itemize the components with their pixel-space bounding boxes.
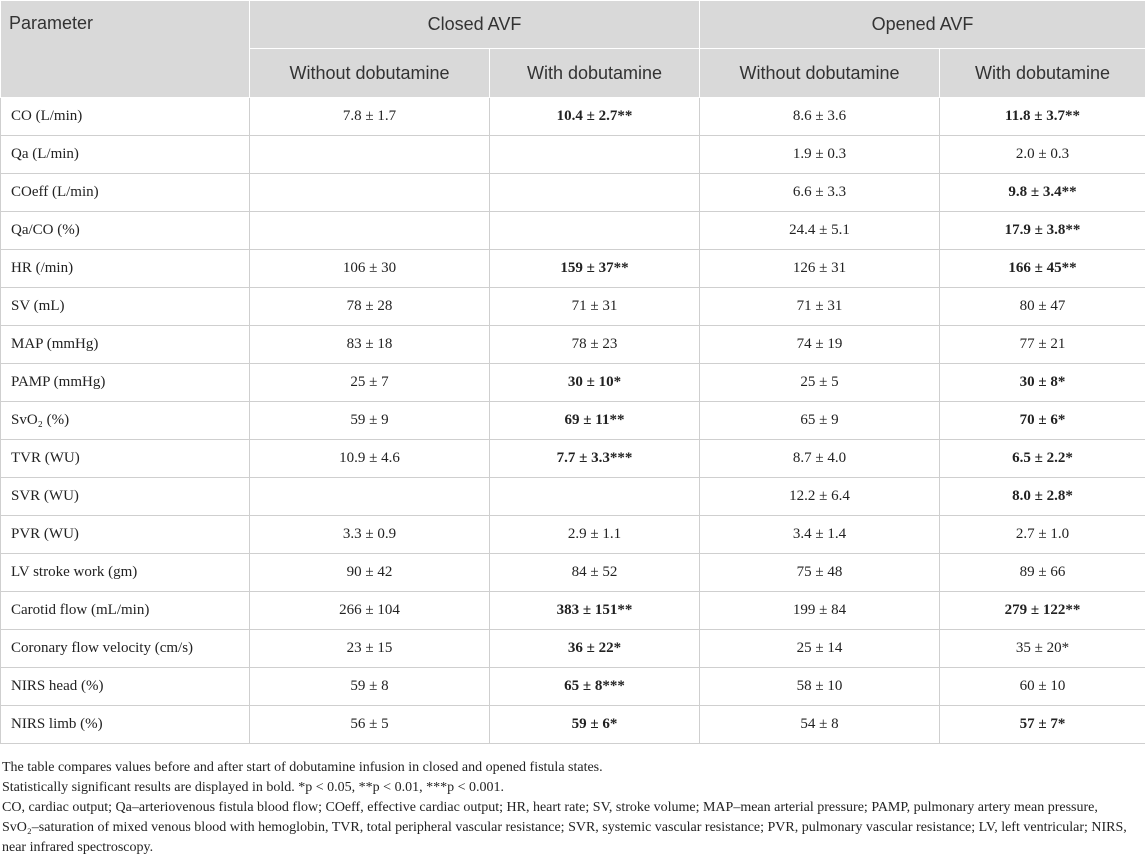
- footnote-abbreviations: CO, cardiac output; Qa–arteriovenous fistula blood flow; COeff, effective cardiac output; HR, heart rate; SV, stroke volume; MAP–mean arterial pressure; PAMP, pulmonary artery mean pressure, SvO₂–saturation of mixed venous blood with hemoglobin, TVR, total peripheral vascular resistance; SVR, systemic vascular resistance; PVR, pulmonary vascular resistance; LV, left ventricular; NIRS, near infrared spectroscopy.: [2, 800, 1127, 855]
- table-cell: 12.2 ± 6.4: [700, 478, 940, 516]
- table-cell: [490, 136, 700, 174]
- table-cell: 8.7 ± 4.0: [700, 440, 940, 478]
- table-cell: [250, 136, 490, 174]
- table-cell: 2.7 ± 1.0: [940, 516, 1145, 554]
- header-closed-avf: Closed AVF: [250, 1, 700, 49]
- row-label: Qa/CO (%): [1, 212, 250, 250]
- table-cell: 7.7 ± 3.3***: [490, 440, 700, 478]
- header-opened-with: With dobutamine: [940, 49, 1145, 98]
- table-cell: 54 ± 8: [700, 706, 940, 744]
- table-cell: 65 ± 8***: [490, 668, 700, 706]
- table-row: [1, 478, 1145, 516]
- table-cell: [250, 478, 490, 516]
- table-cell: 59 ± 9: [250, 402, 490, 440]
- table-row: [1, 326, 1145, 364]
- row-label: PAMP (mmHg): [1, 364, 250, 402]
- table-cell: 199 ± 84: [700, 592, 940, 630]
- row-label: Qa (L/min): [1, 136, 250, 174]
- table-cell: 30 ± 10*: [490, 364, 700, 402]
- table-row: [1, 668, 1145, 706]
- row-label: MAP (mmHg): [1, 326, 250, 364]
- table-body: [1, 98, 1145, 744]
- header-opened-without: Without dobutamine: [700, 49, 940, 98]
- row-label: SVR (WU): [1, 478, 250, 516]
- row-label: NIRS head (%): [1, 668, 250, 706]
- row-label: Coronary flow velocity (cm/s): [1, 630, 250, 668]
- header-row-groups: [1, 1, 1145, 49]
- table-cell: 83 ± 18: [250, 326, 490, 364]
- table-cell: 75 ± 48: [700, 554, 940, 592]
- table-row: [1, 440, 1145, 478]
- table-row: [1, 98, 1145, 136]
- table-row: [1, 212, 1145, 250]
- row-label: TVR (WU): [1, 440, 250, 478]
- table-cell: 25 ± 14: [700, 630, 940, 668]
- header-closed-with: With dobutamine: [490, 49, 700, 98]
- table-cell: 2.9 ± 1.1: [490, 516, 700, 554]
- row-label: NIRS limb (%): [1, 706, 250, 744]
- table-cell: 90 ± 42: [250, 554, 490, 592]
- table-cell: 74 ± 19: [700, 326, 940, 364]
- table-row: [1, 250, 1145, 288]
- table-cell: 71 ± 31: [700, 288, 940, 326]
- table-row: [1, 630, 1145, 668]
- table-cell: 35 ± 20*: [940, 630, 1145, 668]
- table-cell: 58 ± 10: [700, 668, 940, 706]
- table-cell: [490, 212, 700, 250]
- table-cell: 11.8 ± 3.7**: [940, 98, 1145, 136]
- table-cell: 77 ± 21: [940, 326, 1145, 364]
- table-cell: 25 ± 7: [250, 364, 490, 402]
- table-row: [1, 174, 1145, 212]
- table-cell: 25 ± 5: [700, 364, 940, 402]
- header-parameter: Parameter: [1, 1, 250, 98]
- table-cell: [250, 212, 490, 250]
- table-row: [1, 592, 1145, 630]
- table-cell: 24.4 ± 5.1: [700, 212, 940, 250]
- table-cell: 2.0 ± 0.3: [940, 136, 1145, 174]
- table-cell: 126 ± 31: [700, 250, 940, 288]
- table-cell: 36 ± 22*: [490, 630, 700, 668]
- table-row: [1, 402, 1145, 440]
- table-cell: 69 ± 11**: [490, 402, 700, 440]
- table-cell: [250, 174, 490, 212]
- table-cell: [490, 478, 700, 516]
- table-cell: 17.9 ± 3.8**: [940, 212, 1145, 250]
- table-cell: [490, 174, 700, 212]
- table-cell: 8.6 ± 3.6: [700, 98, 940, 136]
- footnote-description: The table compares values before and after start of dobutamine infusion in closed and opened fistula states.: [2, 760, 603, 775]
- table-row: [1, 516, 1145, 554]
- table-cell: 59 ± 8: [250, 668, 490, 706]
- table-cell: 7.8 ± 1.7: [250, 98, 490, 136]
- table-cell: 279 ± 122**: [940, 592, 1145, 630]
- table-cell: 65 ± 9: [700, 402, 940, 440]
- table-cell: 57 ± 7*: [940, 706, 1145, 744]
- table-cell: 56 ± 5: [250, 706, 490, 744]
- row-label: CO (L/min): [1, 98, 250, 136]
- row-label: SvO₂ (%): [1, 402, 250, 440]
- table-row: [1, 288, 1145, 326]
- table-cell: 159 ± 37**: [490, 250, 700, 288]
- table-cell: 71 ± 31: [490, 288, 700, 326]
- header-closed-without: Without dobutamine: [250, 49, 490, 98]
- row-label: PVR (WU): [1, 516, 250, 554]
- table-cell: 3.4 ± 1.4: [700, 516, 940, 554]
- table-cell: 9.8 ± 3.4**: [940, 174, 1145, 212]
- table-cell: 78 ± 28: [250, 288, 490, 326]
- table-cell: 89 ± 66: [940, 554, 1145, 592]
- table-cell: 59 ± 6*: [490, 706, 700, 744]
- row-label: SV (mL): [1, 288, 250, 326]
- table-cell: 30 ± 8*: [940, 364, 1145, 402]
- row-label: HR (/min): [1, 250, 250, 288]
- table-cell: 23 ± 15: [250, 630, 490, 668]
- table-row: [1, 706, 1145, 744]
- table-cell: 70 ± 6*: [940, 402, 1145, 440]
- footnote-significance: Statistically significant results are displayed in bold. *p < 0.05, **p < 0.01, ***p < 0.001.: [2, 780, 504, 795]
- header-opened-avf: Opened AVF: [700, 1, 1145, 49]
- table-cell: 6.5 ± 2.2*: [940, 440, 1145, 478]
- table-cell: 1.9 ± 0.3: [700, 136, 940, 174]
- table-cell: 106 ± 30: [250, 250, 490, 288]
- table-cell: 10.4 ± 2.7**: [490, 98, 700, 136]
- table-cell: 3.3 ± 0.9: [250, 516, 490, 554]
- table-row: [1, 554, 1145, 592]
- table-footnotes: [0, 758, 1137, 858]
- row-label: LV stroke work (gm): [1, 554, 250, 592]
- table-cell: 266 ± 104: [250, 592, 490, 630]
- table-cell: 383 ± 151**: [490, 592, 700, 630]
- row-label: Carotid flow (mL/min): [1, 592, 250, 630]
- row-label: COeff (L/min): [1, 174, 250, 212]
- table-cell: 60 ± 10: [940, 668, 1145, 706]
- table-cell: 166 ± 45**: [940, 250, 1145, 288]
- table-cell: 80 ± 47: [940, 288, 1145, 326]
- table-cell: 78 ± 23: [490, 326, 700, 364]
- table-row: [1, 136, 1145, 174]
- table-row: [1, 364, 1145, 402]
- table-cell: 10.9 ± 4.6: [250, 440, 490, 478]
- table-cell: 8.0 ± 2.8*: [940, 478, 1145, 516]
- table-cell: 84 ± 52: [490, 554, 700, 592]
- table-cell: 6.6 ± 3.3: [700, 174, 940, 212]
